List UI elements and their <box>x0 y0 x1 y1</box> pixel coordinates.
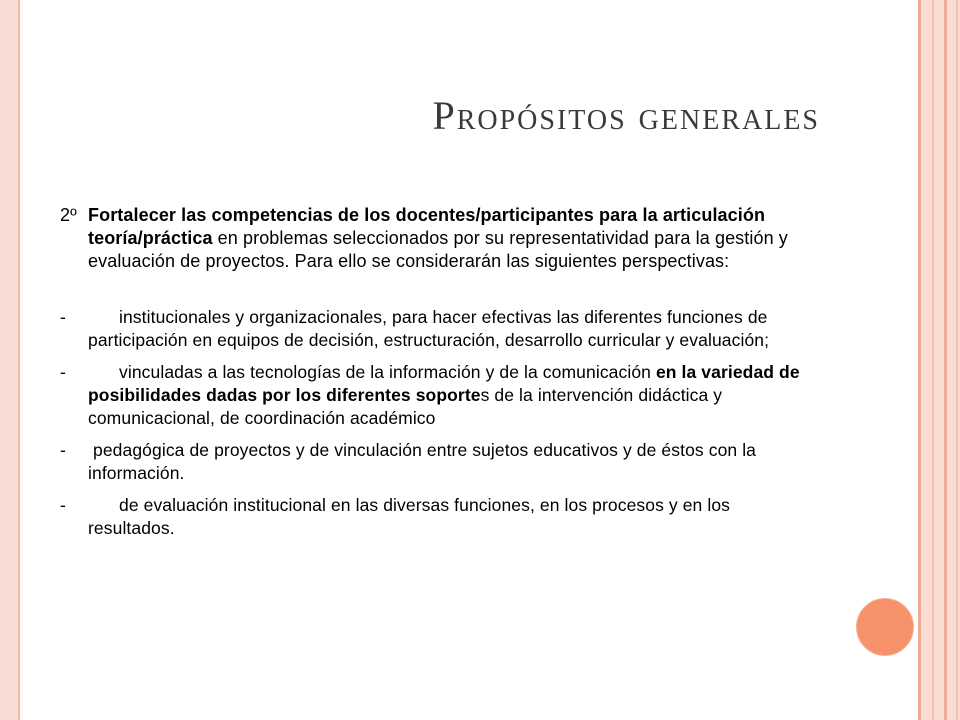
list-item <box>60 439 820 485</box>
list-item-marker: - <box>60 440 66 460</box>
right-band-line <box>932 0 934 720</box>
list-item <box>60 361 820 430</box>
intro-text: en problemas seleccionados por su representatividad para la gestión y evaluación de proyectos. Para ello se considerarán las siguientes perspectivas: <box>88 228 788 271</box>
decorative-circle <box>856 598 914 656</box>
slide-body <box>60 204 820 540</box>
list-item-text: de evaluación institucional en las diversas funciones, en los procesos y en los resultados. <box>88 495 731 538</box>
list-item-marker: - <box>60 495 66 515</box>
list-item <box>60 306 820 352</box>
list-item-text: vinculadas a las tecnologías de la información y de la comunicación <box>119 362 656 382</box>
left-border-stripe <box>0 0 20 720</box>
intro-bold-text: Fortalecer las competencias de los docentes/participantes para la articulación teoría/práctica <box>88 205 766 248</box>
list-item-text: pedagógica de proyectos y de vinculación entre sujetos educativos y de éstos con la información. <box>88 440 757 483</box>
right-decorative-band <box>918 0 960 720</box>
slide-title: Propósitos generales <box>432 93 820 138</box>
right-band-line <box>918 0 921 720</box>
list-item-marker: - <box>60 307 66 327</box>
list-item-bold-text: en la variedad de posibilidades dadas por los diferentes soporte <box>88 362 800 405</box>
list-item-text-end: s de la intervención didáctica y comunicacional, de coordinación académico <box>88 385 723 428</box>
intro-paragraph <box>60 204 820 273</box>
list-item-marker: - <box>60 362 66 382</box>
right-band-line <box>944 0 947 720</box>
list-item-text: institucionales y organizacionales, para hacer efectivas las diferentes funciones de participación en equipos de decisión, estructuración, desarrollo curricular y evaluación; <box>88 307 770 350</box>
list-item <box>60 494 820 540</box>
right-band-line <box>956 0 958 720</box>
intro-marker: 2º <box>60 205 77 225</box>
